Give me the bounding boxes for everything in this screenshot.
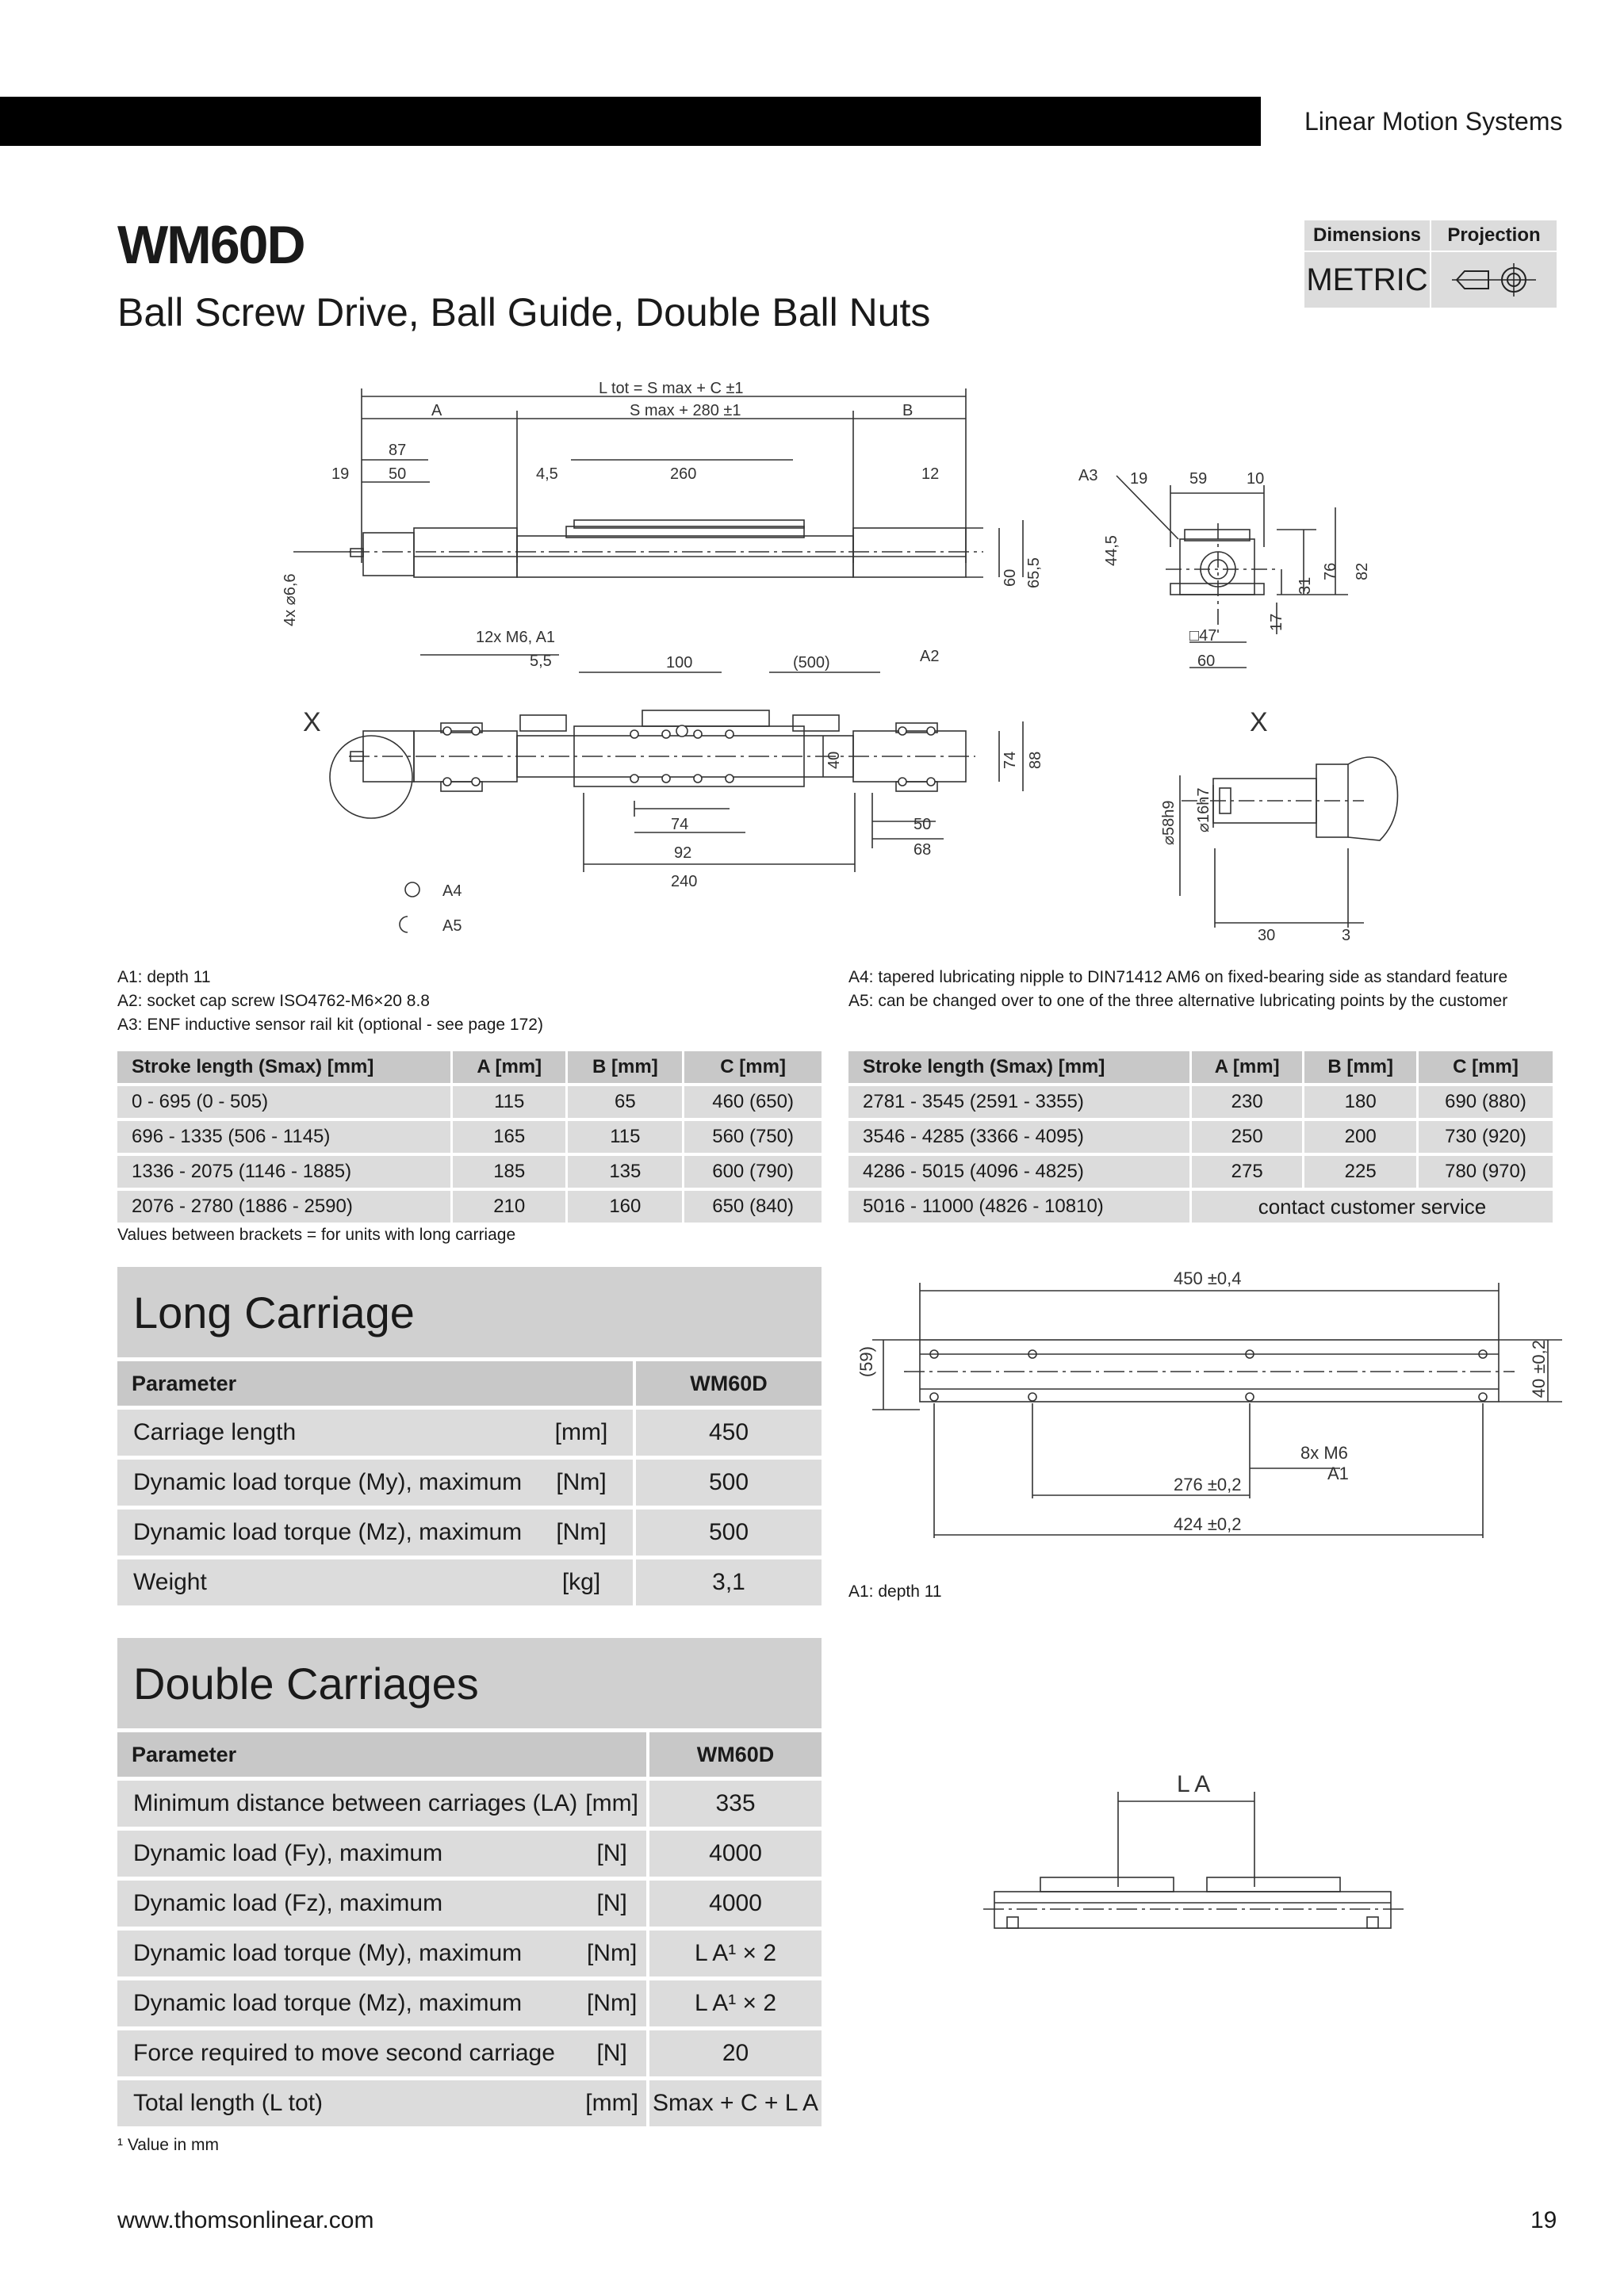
model-header: WM60D: [633, 1361, 822, 1406]
dim-74v: 74: [1002, 751, 1019, 769]
note-a5: A5: can be changed over to one of the three alternative lubricating points by the customer: [848, 992, 1508, 1010]
label-a5: A5: [442, 917, 462, 935]
notes-left: [117, 966, 543, 1037]
projection-label: Projection: [1431, 220, 1557, 251]
dim-240: 240: [671, 873, 698, 890]
label-a4: A4: [442, 882, 462, 900]
footnote: ¹ Value in mm: [117, 2136, 219, 2154]
dim-50b: 50: [914, 816, 932, 833]
dim-e82: 82: [1354, 562, 1371, 580]
dim-ltot: L tot = S max + C ±1: [599, 380, 744, 397]
notes-right: [848, 966, 1507, 1013]
dim-16h7: ⌀16h7: [1195, 787, 1212, 832]
dimensions-box: [1304, 220, 1557, 308]
table-row: 2781 - 3545 (2591 - 3355) 230 180 690 (880): [848, 1086, 1553, 1118]
a-header: A [mm]: [1189, 1051, 1302, 1083]
dim-92: 92: [674, 844, 692, 862]
dim-b: B: [902, 402, 914, 419]
projection-symbol: [1431, 252, 1557, 308]
label-a1-carriage: A1: [1327, 1464, 1349, 1483]
dim-50: 50: [389, 465, 407, 483]
dim-450: 450 ±0,4: [1174, 1269, 1242, 1288]
label-x-left: X: [303, 707, 321, 737]
param-header: Parameter: [117, 1732, 646, 1777]
label-a2: A2: [920, 648, 940, 665]
dim-100: 100: [666, 654, 693, 672]
dim-holes: 4x ⌀6,6: [282, 573, 299, 626]
la-label: L A: [1177, 1771, 1211, 1797]
note-a3: A3: ENF inductive sensor rail kit (optional - see page 172): [117, 1016, 543, 1034]
dim-e19: 19: [1130, 470, 1148, 488]
dim-260: 260: [670, 465, 697, 483]
dim-500: (500): [793, 654, 830, 672]
table-row: 2076 - 2780 (1886 - 2590) 210 160 650 (840): [117, 1191, 822, 1223]
table-row: Total length (L tot) [mm] Smax + C + L A: [117, 2080, 822, 2126]
dim-3: 3: [1342, 927, 1351, 944]
c-header: C [mm]: [682, 1051, 822, 1083]
dim-e60: 60: [1197, 652, 1216, 670]
double-carriage-drawing: [983, 1768, 1411, 1942]
table-row: Dynamic load (Fz), maximum [N] 4000: [117, 1881, 822, 1927]
long-carriage-table: [117, 1357, 822, 1609]
table-row: Weight [kg] 3,1: [117, 1559, 822, 1605]
dim-87: 87: [389, 442, 407, 459]
dim-276: 276 ±0,2: [1174, 1475, 1242, 1494]
table-row: Dynamic load torque (Mz), maximum [Nm] 500: [117, 1510, 822, 1556]
dim-4-5: 4,5: [536, 465, 558, 483]
stroke-table-left: [117, 1048, 822, 1226]
stroke-note: Values between brackets = for units with long carriage: [117, 1226, 516, 1244]
dim-40-carriage: 40 ±0,2: [1529, 1340, 1549, 1399]
metric-label: METRIC: [1304, 252, 1430, 308]
dim-88: 88: [1027, 751, 1044, 769]
dim-e47: □47: [1189, 627, 1217, 645]
table-row: Force required to move second carriage [N] 20: [117, 2030, 822, 2076]
dim-19: 19: [331, 465, 350, 483]
table-row: 5016 - 11000 (4826 - 10810) contact customer service: [848, 1191, 1553, 1223]
dim-30: 30: [1258, 927, 1276, 944]
b-header: B [mm]: [1302, 1051, 1416, 1083]
dim-smax: S max + 280 ±1: [630, 402, 741, 419]
table-row: Minimum distance between carriages (LA) [mm] 335: [117, 1781, 822, 1827]
dim-12: 12: [921, 465, 940, 483]
label-a3: A3: [1078, 467, 1098, 484]
dim-68: 68: [914, 841, 932, 859]
header-label: Linear Motion Systems: [1304, 107, 1563, 136]
main-technical-drawing: [238, 373, 1427, 959]
table-row: Dynamic load (Fy), maximum [N] 4000: [117, 1831, 822, 1877]
label-x-right: X: [1250, 707, 1268, 737]
stroke-header: Stroke length (Smax) [mm]: [117, 1051, 450, 1083]
a-header: A [mm]: [450, 1051, 565, 1083]
carriage-note: A1: depth 11: [848, 1582, 942, 1601]
dim-e31: 31: [1297, 576, 1314, 595]
model-header: WM60D: [646, 1732, 822, 1777]
label-m6: 12x M6, A1: [476, 629, 556, 646]
table-row: 3546 - 4285 (3366 - 4095) 250 200 730 (920): [848, 1121, 1553, 1153]
dim-e76: 76: [1322, 562, 1339, 580]
dim-74: 74: [671, 816, 689, 833]
table-row: 4286 - 5015 (4096 - 4825) 275 225 780 (970): [848, 1156, 1553, 1188]
table-row: Dynamic load torque (My), maximum [Nm] 500: [117, 1460, 822, 1506]
b-header: B [mm]: [565, 1051, 682, 1083]
table-row: 1336 - 2075 (1146 - 1885) 185 135 600 (790): [117, 1156, 822, 1188]
param-header: Parameter: [117, 1361, 633, 1406]
dim-e44-5: 44,5: [1103, 535, 1120, 566]
projection-icon: [1450, 260, 1538, 300]
dim-a: A: [431, 402, 442, 419]
dim-e17: 17: [1268, 613, 1285, 631]
dimensions-label: Dimensions: [1304, 220, 1430, 251]
table-row: Dynamic load torque (Mz), maximum [Nm] L A¹ × 2: [117, 1980, 822, 2026]
double-carriages-table: [117, 1728, 822, 2130]
dim-60: 60: [1002, 568, 1019, 587]
dim-e10: 10: [1247, 470, 1265, 488]
note-a4: A4: tapered lubricating nipple to DIN71412 AM6 on fixed-bearing side as standard feature: [848, 968, 1508, 986]
dim-58h9: ⌀58h9: [1160, 800, 1178, 845]
stroke-header: Stroke length (Smax) [mm]: [848, 1051, 1189, 1083]
c-header: C [mm]: [1416, 1051, 1553, 1083]
dim-59: (59): [856, 1346, 876, 1378]
label-8xm6: 8x M6: [1300, 1443, 1348, 1463]
dim-40: 40: [825, 751, 843, 769]
dim-65-5: 65,5: [1025, 557, 1043, 588]
footer-url: www.thomsonlinear.com: [117, 2207, 374, 2233]
table-row: 0 - 695 (0 - 505) 115 65 460 (650): [117, 1086, 822, 1118]
header-bar: [0, 97, 1261, 146]
double-carriages-title: Double Carriages: [117, 1638, 822, 1728]
dim-5-5: 5,5: [530, 652, 552, 670]
page-subtitle: Ball Screw Drive, Ball Guide, Double Ball Nuts: [117, 290, 931, 335]
table-row: Dynamic load torque (My), maximum [Nm] L A¹ × 2: [117, 1931, 822, 1976]
table-row: Carriage length [mm] 450: [117, 1410, 822, 1456]
page-number: 19: [1530, 2207, 1557, 2233]
note-a2: A2: socket cap screw ISO4762-M6×20 8.8: [117, 992, 430, 1010]
carriage-drawing: [848, 1261, 1562, 1562]
page-title: WM60D: [117, 215, 304, 275]
dim-424: 424 ±0,2: [1174, 1514, 1242, 1534]
long-carriage-title: Long Carriage: [117, 1267, 822, 1357]
stroke-table-right: [848, 1048, 1553, 1226]
dim-e59: 59: [1189, 470, 1208, 488]
note-a1: A1: depth 11: [117, 968, 211, 986]
table-row: 696 - 1335 (506 - 1145) 165 115 560 (750): [117, 1121, 822, 1153]
